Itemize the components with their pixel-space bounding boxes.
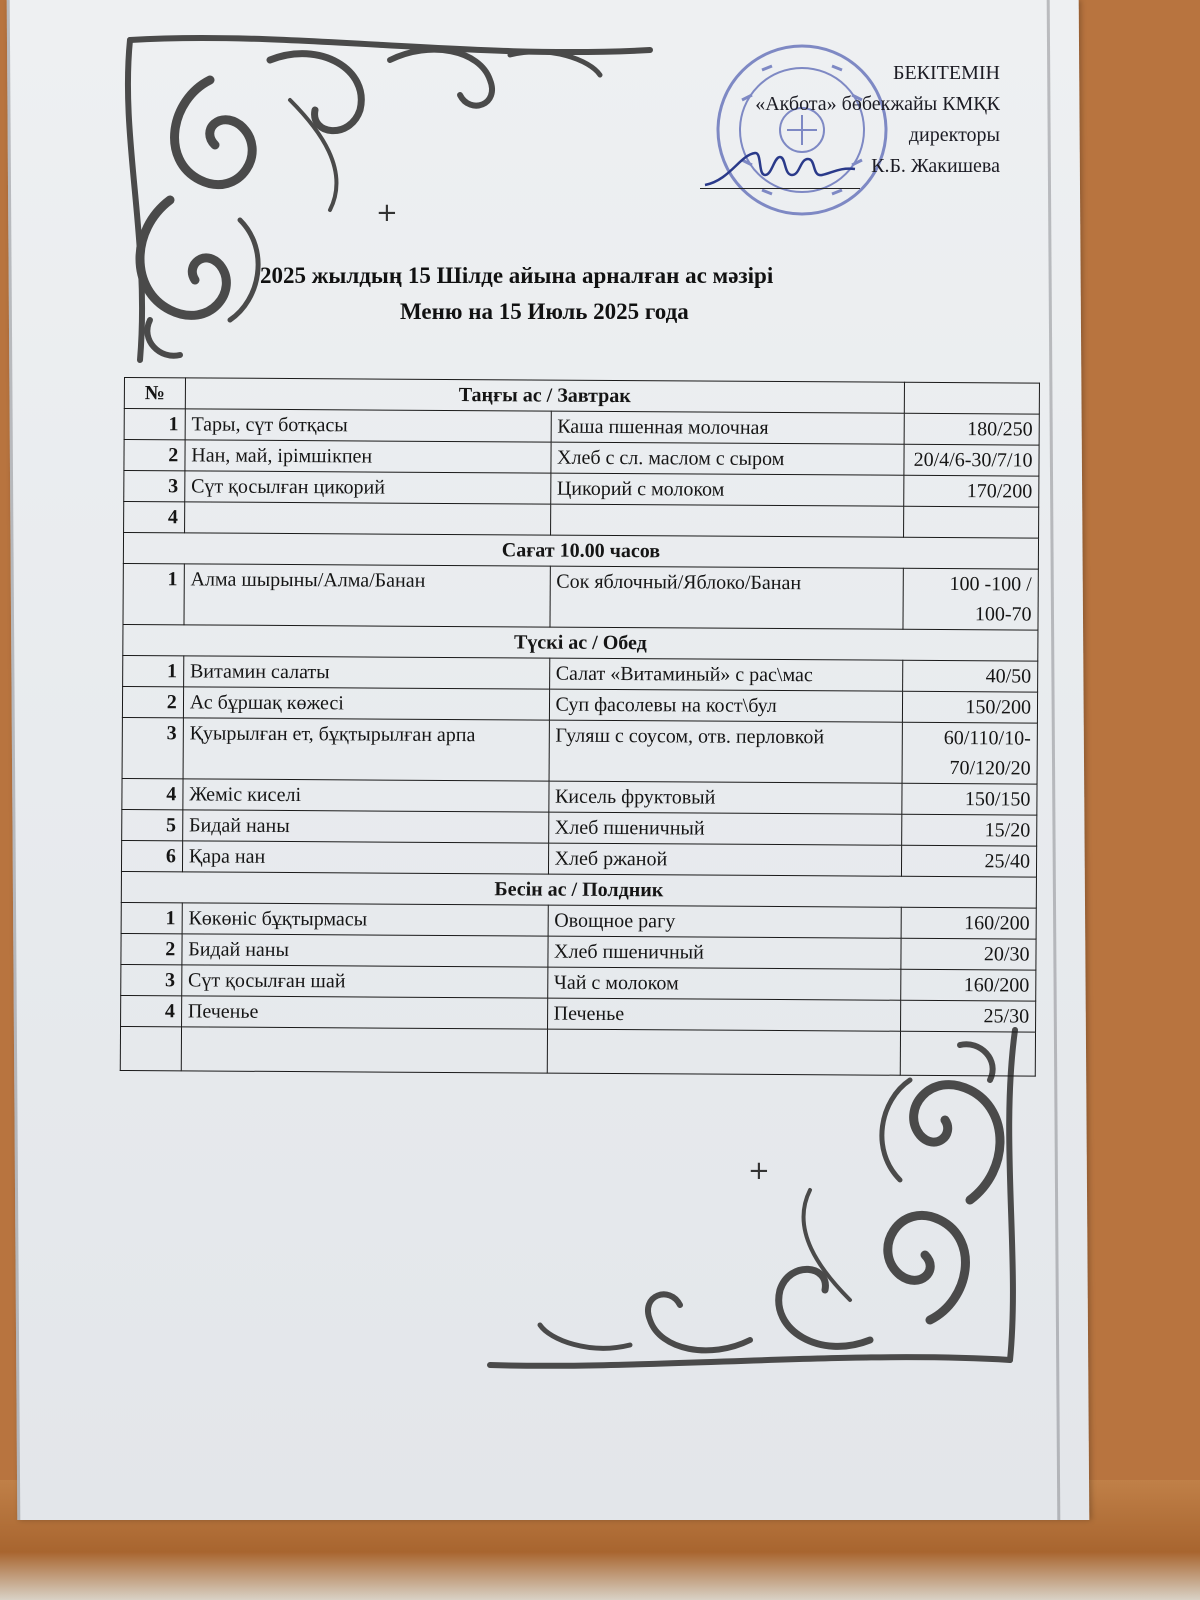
row-number	[120, 1026, 181, 1070]
row-number: 4	[124, 502, 185, 533]
dish-kazakh: Сүт қосылған шай	[182, 965, 548, 998]
table-row	[123, 563, 1038, 630]
dish-kazakh: Бидай наны	[182, 934, 548, 967]
portion: 170/200	[904, 475, 1039, 507]
approval-block	[580, 58, 1000, 182]
section-title: Таңғы ас / Завтрак	[185, 378, 904, 413]
dish-kazakh: Көкөніс бұқтырмасы	[182, 903, 548, 936]
table-row	[121, 902, 1036, 939]
table-row	[122, 717, 1037, 784]
portion: 25/40	[901, 845, 1036, 877]
dish-russian: Хлеб с сл. маслом с сыром	[550, 442, 904, 475]
dish-russian: Хлеб ржаной	[548, 843, 902, 876]
row-number: 4	[122, 778, 183, 809]
dish-kazakh: Тары, сүт ботқасы	[185, 409, 551, 442]
portion: 20/4/6-30/7/10	[904, 444, 1039, 476]
menu-table	[120, 377, 1040, 1077]
dish-kazakh: Сүт қосылған цикорий	[185, 471, 551, 504]
dish-russian: Хлеб пшеничный	[547, 936, 901, 969]
table-row	[122, 809, 1037, 846]
dish-kazakh: Нан, май, ірімшікпен	[185, 440, 551, 473]
dish-kazakh: Бидай наны	[182, 810, 548, 843]
dish-kazakh: Қара нан	[182, 841, 548, 874]
table-row	[124, 409, 1039, 446]
dish-russian: Чай с молоком	[547, 967, 901, 1000]
dish-russian: Суп фасолевы на кост\бул	[549, 689, 903, 722]
portion: 150/150	[902, 783, 1037, 815]
plus-mark-icon: +	[376, 198, 398, 228]
dish-russian	[550, 504, 904, 537]
table-row	[122, 686, 1037, 723]
page-title	[250, 258, 950, 330]
dish-kazakh: Витамин салаты	[183, 656, 549, 689]
dish-russian: Салат «Витаминый» с рас\мас	[549, 658, 903, 691]
table-row	[124, 471, 1039, 508]
portion: 60/110/10-70/120/20	[902, 722, 1037, 784]
dish-russian: Цикорий с молоком	[550, 473, 904, 506]
plus-mark-icon: +	[748, 1156, 770, 1186]
portion: 40/50	[903, 660, 1038, 692]
approval-line-1: БЕКІТЕМІН	[892, 62, 1000, 84]
approval-line-3: директоры	[908, 124, 1000, 146]
portion	[904, 506, 1039, 538]
row-number: 3	[121, 964, 182, 995]
table-row	[121, 995, 1036, 1032]
approval-line-4: К.Б. Жакишева	[871, 155, 1000, 177]
row-number: 1	[124, 409, 185, 440]
table-row	[123, 655, 1038, 692]
empty-cell	[904, 382, 1039, 414]
number-header: №	[124, 378, 185, 409]
portion: 100 -100 / 100-70	[903, 568, 1038, 630]
table-row	[121, 840, 1036, 877]
portion: 15/20	[902, 814, 1037, 846]
section-title: Бесін ас / Полдник	[121, 871, 1036, 908]
portion: 20/30	[901, 938, 1036, 970]
dish-kazakh	[181, 1027, 547, 1073]
dish-russian: Гуляш с соусом, отв. перловкой	[549, 720, 903, 783]
dish-russian: Печенье	[547, 998, 901, 1031]
portion	[900, 1031, 1035, 1076]
portion: 180/250	[904, 413, 1039, 445]
dish-russian: Сок яблочный/Яблоко/Банан	[550, 566, 904, 629]
dish-russian: Овощное рагу	[548, 905, 902, 938]
table-row	[122, 778, 1037, 815]
portion: 25/30	[901, 1000, 1036, 1032]
portion: 150/200	[902, 691, 1037, 723]
row-number: 3	[122, 717, 183, 778]
row-number: 1	[123, 655, 184, 686]
row-number: 2	[124, 440, 185, 471]
dish-kazakh: Жеміс киселі	[183, 779, 549, 812]
title-kazakh: 2025 жылдың 15 Шілде айына арналған ас мәзірі	[260, 263, 774, 288]
row-number: 2	[122, 686, 183, 717]
dish-russian: Кисель фруктовый	[548, 781, 902, 814]
dish-kazakh	[184, 502, 550, 535]
scan-streak	[7, 0, 21, 1520]
row-number: 5	[122, 809, 183, 840]
portion: 160/200	[901, 907, 1036, 939]
portion: 160/200	[901, 969, 1036, 1001]
dish-russian	[547, 1029, 901, 1075]
dish-kazakh: Қуырылған ет, бұқтырылған арпа	[183, 718, 549, 781]
table-row	[124, 440, 1039, 477]
dish-kazakh: Алма шырыны/Алма/Банан	[184, 564, 550, 627]
row-number: 4	[121, 995, 182, 1026]
table-row	[121, 964, 1036, 1001]
ornament-bottom-right-icon	[470, 1020, 1050, 1400]
section-title: Түскі ас / Обед	[123, 624, 1038, 661]
dish-kazakh: Ас бұршақ көжесі	[183, 687, 549, 720]
row-number: 1	[123, 563, 184, 624]
signature-line	[700, 188, 860, 189]
row-number: 3	[124, 471, 185, 502]
dish-russian: Каша пшенная молочная	[551, 411, 905, 444]
approval-line-2: «Акбота» бөбекжайы КМҚК	[755, 93, 1000, 115]
table-row	[120, 1026, 1035, 1076]
row-number: 6	[121, 840, 182, 871]
section-title: Сағат 10.00 часов	[123, 533, 1038, 570]
dish-kazakh: Печенье	[181, 996, 547, 1029]
row-number: 1	[121, 902, 182, 933]
title-russian: Меню на 15 Июль 2025 года	[400, 299, 689, 324]
table-row	[121, 933, 1036, 970]
row-number: 2	[121, 933, 182, 964]
dish-russian: Хлеб пшеничный	[548, 812, 902, 845]
